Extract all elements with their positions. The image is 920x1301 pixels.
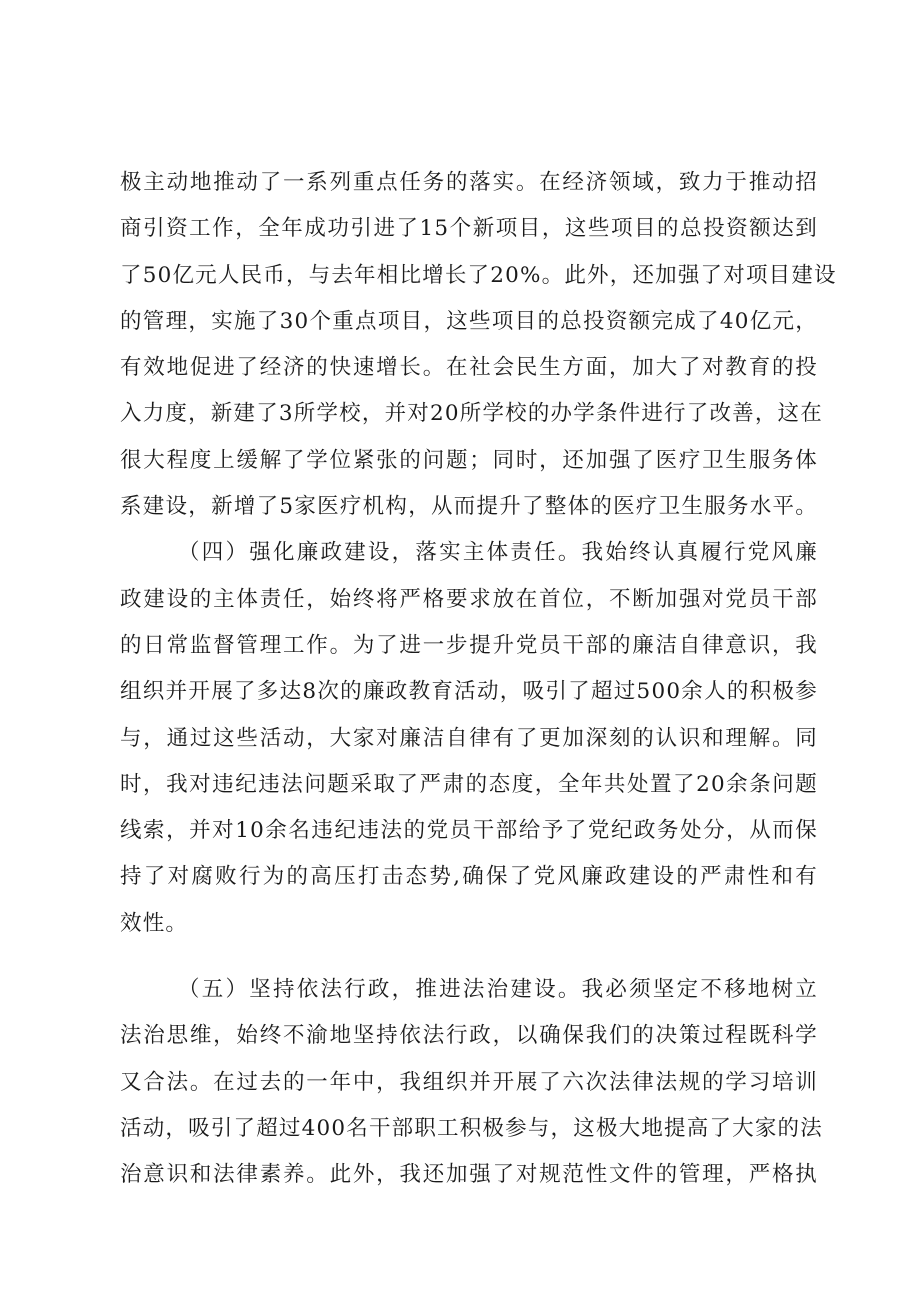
text-line: 效性。 [120,910,189,936]
paragraph-five [120,967,823,1198]
text-line: 很大程度上缓解了学位紧张的问题；同时，还加强了医疗卫生服务体 [120,447,818,473]
text-line: 商引资工作，全年成功引进了15个新项目，这些项目的总投资额达到 [120,216,818,242]
paragraph-heading-line: （五）坚持依法行政，推进法治建设。我必须坚定不移地树立 [178,977,818,1003]
text-line: 了50亿元人民币，与去年相比增长了20%。此外，还加强了对项目建设 [120,262,837,288]
text-line: 时，我对违纪违法问题采取了严肃的态度，全年共处置了20余条问题 [120,771,818,797]
text-line: 极主动地推动了一系列重点任务的落实。在经济领域，致力于推动招 [120,170,818,195]
text-line: 活动，吸引了超过400名干部职工积极参与，这极大地提高了大家的法 [120,1115,823,1141]
document-body [120,160,837,1199]
text-line: 有效地促进了经济的快速增长。在社会民生方面，加大了对教育的投 [120,355,818,381]
text-line: 入力度，新建了3所学校，并对20所学校的办学条件进行了改善，这在 [120,401,823,427]
paragraph-continued [120,160,837,530]
paragraph-four [120,530,818,947]
text-line: 线索，并对10余名违纪违法的党员干部给予了党纪政务处分，从而保 [120,818,818,844]
paragraph-spacer [120,947,818,967]
text-line: 治意识和法律素养。此外，我还加强了对规范性文件的管理，严格执 [120,1162,818,1188]
text-line: 的日常监督管理工作。为了进一步提升党员干部的廉洁自律意识，我 [120,632,818,658]
paragraph-heading-line: （四）强化廉政建设，落实主体责任。我始终认真履行党风廉 [178,540,818,566]
text-line: 持了对腐败行为的高压打击态势,确保了党风廉政建设的严肃性和有 [120,864,818,890]
text-line: 的管理，实施了30个重点项目，这些项目的总投资额完成了40亿元， [120,308,818,334]
text-line: 法治思维，始终不渝地坚持依法行政，以确保我们的决策过程既科学 [120,1023,818,1049]
text-line: 组织并开展了多达8次的廉政教育活动，吸引了超过500余人的积极参 [120,679,818,705]
text-line: 与，通过这些活动，大家对廉洁自律有了更加深刻的认识和理解。同 [120,725,818,751]
text-line: 又合法。在过去的一年中，我组织并开展了六次法律法规的学习培训 [120,1069,818,1095]
text-line: 政建设的主体责任，始终将严格要求放在首位，不断加强对党员干部 [120,586,818,612]
text-line: 系建设，新增了5家医疗机构，从而提升了整体的医疗卫生服务水平。 [120,494,818,520]
